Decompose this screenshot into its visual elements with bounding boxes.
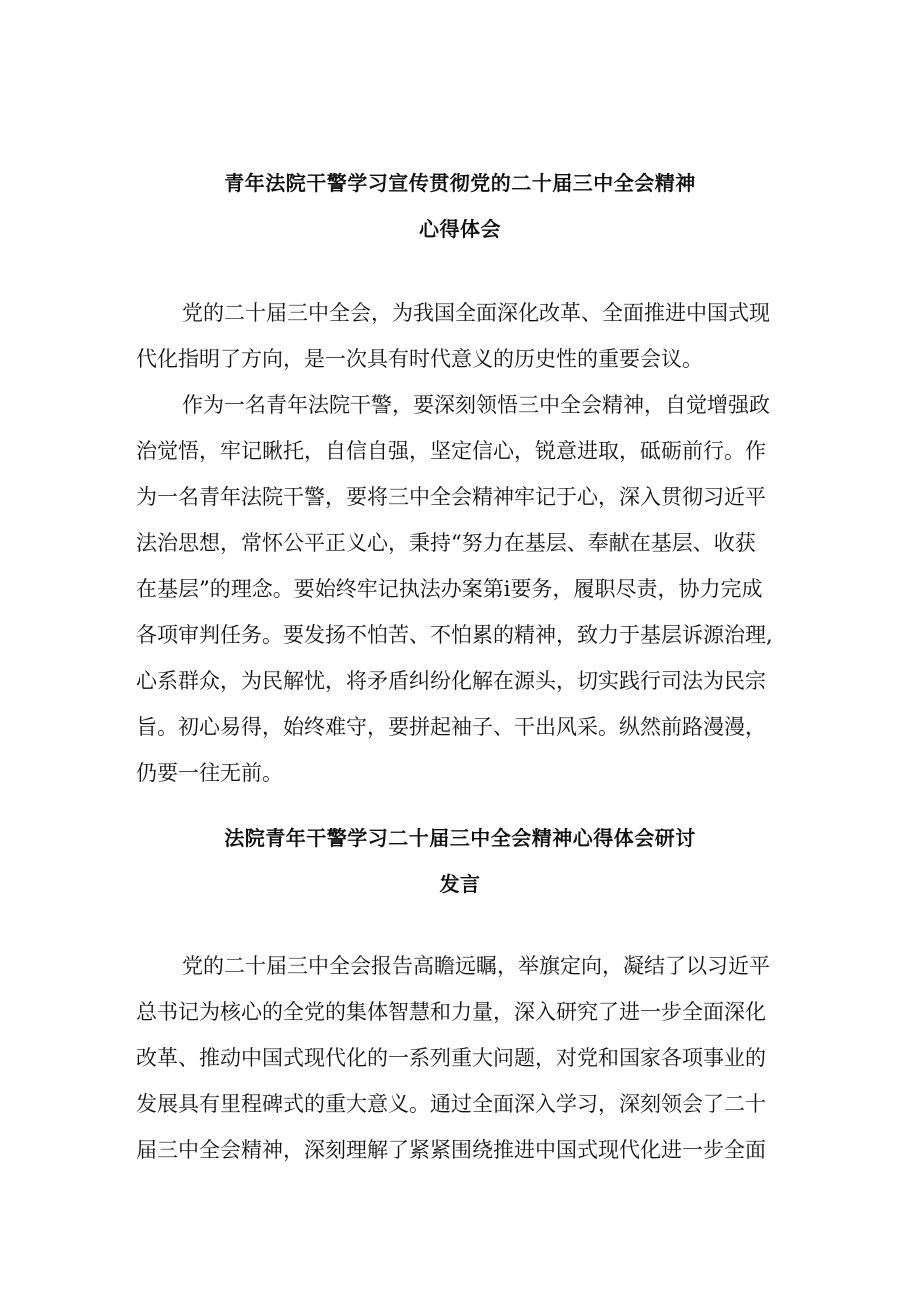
paragraph-line: 为一名青年法院干警，要将三中全会精神牢记于心，深入贯彻习近平 (136, 485, 766, 509)
paragraph-line: 作为一名青年法院干警，要深刻领悟三中全会精神，自觉增强政 (182, 393, 770, 417)
title-line: 青年法院干警学习宣传贯彻党的二十届三中全会精神 (224, 171, 696, 195)
paragraph-line: 旨。初心易得，始终难守，要拼起袖子、干出风采。纵然前路漫漫， (136, 715, 766, 739)
paragraph (136, 382, 796, 796)
paragraph (136, 290, 796, 382)
paragraph-line: 法治思想，常怀公平正义心，秉持“努力在基层、奉献在基层、收获 (136, 531, 756, 555)
paragraph-line: 治觉悟，牢记瞅托，自信自强，坚定信心，锐意进取，砥砺前行。作 (136, 439, 766, 463)
paragraph-line: 各项审判任务。要发扬不怕苦、不怕累的精神，致力于基层诉源治理, (136, 623, 773, 647)
paragraph-line: 心系群众，为民解忧，将矛盾纠纷化解在源头，切实践行司法为民宗 (136, 669, 766, 693)
paragraph (136, 943, 796, 1173)
paragraph-line: 代化指明了方向，是一次具有时代意义的历史性的重要会议。 (136, 347, 703, 371)
paragraph-line: 党的二十届三中全会报告高瞻远瞩，举旗定向，凝结了以习近平 (182, 954, 770, 978)
paragraph-line: 改革、推动中国式现代化的一系列重大问题，对党和国家各项事业的 (136, 1046, 766, 1070)
paragraph-line: 总书记为核心的全党的集体智慧和力量，深入研究了进一步全面深化 (136, 1000, 766, 1024)
paragraph-line: 届三中全会精神，深刻理解了紧紧围绕推进中国式现代化进一步全面 (136, 1138, 766, 1162)
section-1-title (100, 160, 820, 252)
paragraph-line: 在基层”的理念。要始终牢记执法办案第i要务，履职尽责，协力完成 (136, 577, 763, 601)
paragraph-line: 党的二十届三中全会，为我国全面深化改革、全面推进中国式现 (182, 301, 770, 325)
paragraph-line: 仍要一往无前。 (136, 761, 283, 785)
paragraph-line: 发展具有里程碑式的重大意义。通过全面深入学习，深刻领会了二十 (136, 1092, 766, 1116)
title-line: 发言 (439, 872, 481, 896)
title-line: 心得体会 (419, 217, 501, 241)
title-line: 法院青年干警学习二十届三中全会精神心得体会研讨 (224, 826, 696, 850)
section-2-title (100, 815, 820, 907)
